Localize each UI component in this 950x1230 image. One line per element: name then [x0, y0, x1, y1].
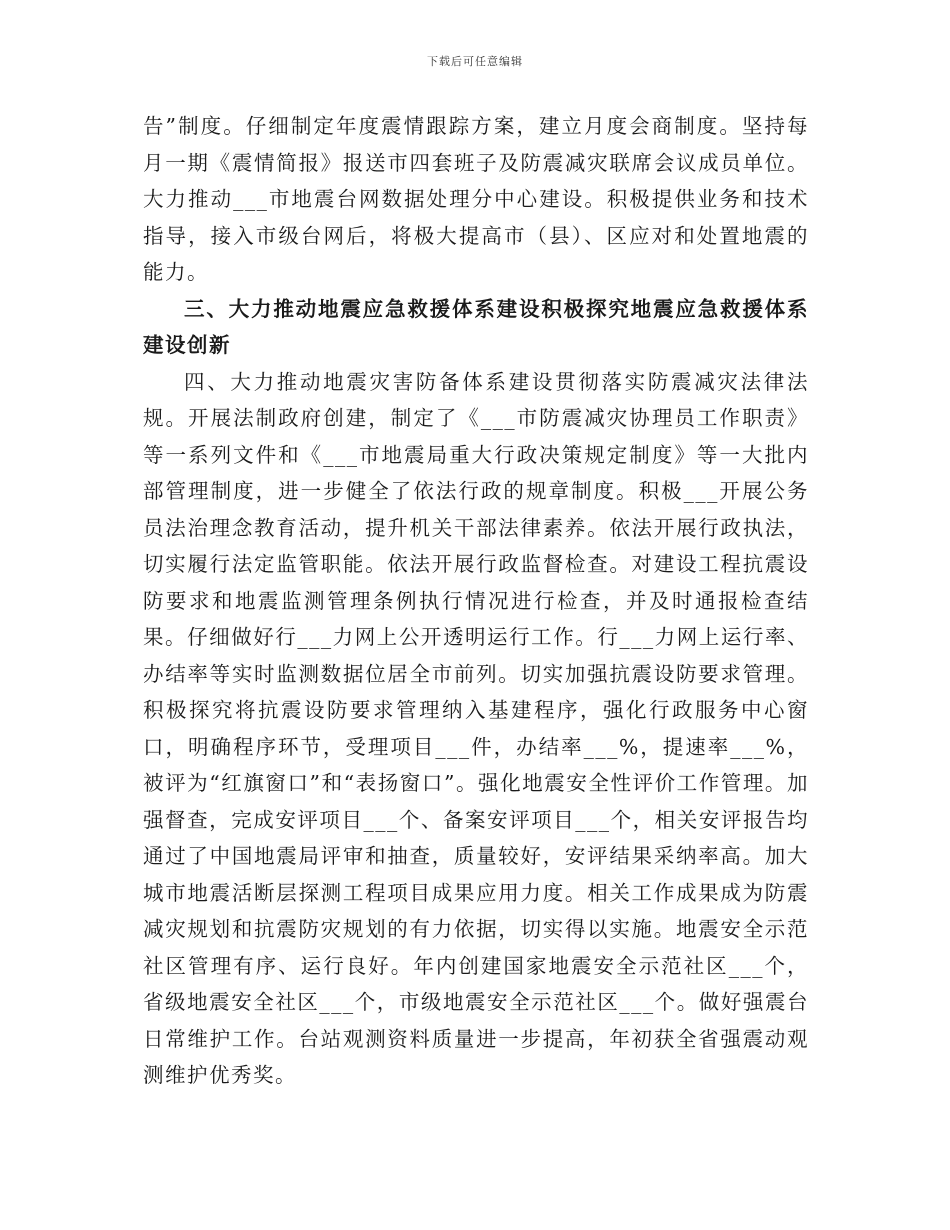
paragraph-continuation: 告”制度。仔细制定年度震情跟踪方案，建立月度会商制度。坚持每月一期《震情简报》报送市四套班子及防震减灾联席会议成员单位。大力推动___市地震台网数据处理分中心建设。积极提供业务和技术指导，接入市级台网后，将极大提高市（县）、区应对和处置地震的能力。 — [143, 114, 809, 284]
page-header: 下载后可任意编辑 — [427, 55, 523, 68]
document-body — [143, 108, 809, 1094]
section-heading: 三、大力推动地震应急救援体系建设积极探究地震应急救援体系建设创新 — [143, 296, 809, 357]
paragraph-section-four: 四、大力推动地震灾害防备体系建设贯彻落实防震减灾法律法规。开展法制政府创建，制定了《___市防震减灾协理员工作职责》等一系列文件和《___市地震局重大行政决策规定制度》等一大批内部管理制度，进一步健全了依法行政的规章制度。积极___开展公务员法治理念教育活动，提升机关干部法律素养。依法开展行政执法，切实履行法定监管职能。依法开展行政监督检查。对建设工程抗震设防要求和地震监测管理条例执行情况进行检查，并及时通报检查结果。仔细做好行___力网上公开透明运行工作。行___力网上运行率、办结率等实时监测数据位居全市前列。切实加强抗震设防要求管理。积极探究将抗震设防要求管理纳入基建程序，强化行政服务中心窗口，明确程序环节，受理项目___件，办结率___%，提速率___%，被评为“红旗窗口”和“表扬窗口”。强化地震安全性评价工作管理。加强督查，完成安评项目___个、备案安评项目___个，相关安评报告均通过了中国地震局评审和抽查，质量较好，安评结果采纳率高。加大城市地震活断层探测工程项目成果应用力度。相关工作成果成为防震减灾规划和抗震防灾规划的有力依据，切实得以实施。地震安全示范社区管理有序、运行良好。年内创建国家地震安全示范社区___个，省级地震安全社区___个，市级地震安全示范社区___个。做好强震台日常维护工作。台站观测资料质量进一步提高，年初获全省强震动观测维护优秀奖。 — [143, 369, 809, 1087]
